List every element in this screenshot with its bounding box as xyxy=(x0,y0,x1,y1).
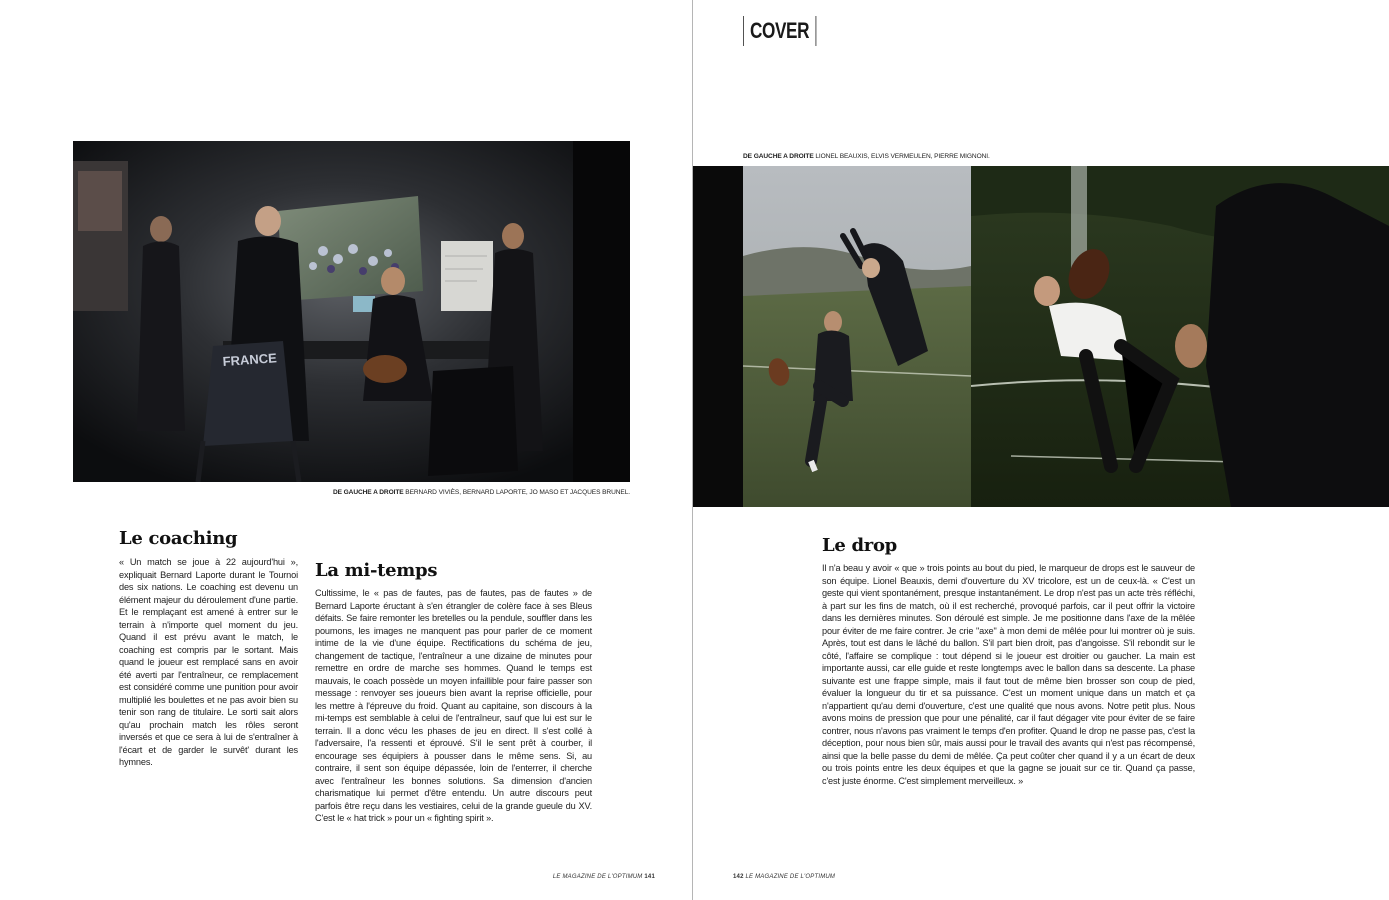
france-jacket-lettering: FRANCE xyxy=(222,350,278,369)
drop-kick-photo-right xyxy=(971,166,1389,507)
right-photo-caption xyxy=(743,153,990,160)
right-folio-number: 142 xyxy=(733,874,744,880)
coaching-staff-photo-image xyxy=(73,141,630,482)
right-folio-magazine: LE MAGAZINE DE L'OPTIMUM xyxy=(745,874,836,880)
drop-kick-photo-left-image xyxy=(693,166,971,507)
right-caption-names: LIONEL BEAUXIS, ELVIS VERMEULEN, PIERRE MIGNONI. xyxy=(815,153,990,160)
section-tag: COVER xyxy=(743,16,816,46)
drop-kick-photo-right-image xyxy=(971,166,1389,507)
left-folio xyxy=(553,874,655,880)
right-page xyxy=(693,0,1389,900)
drop-body: Il n'a beau y avoir « que » trois points au bout du pied, le marqueur de drops est le sauveur de son équipe. Lionel Beauxis, demi d'ouverture du XV tricolore, est un de ceux-là. « C'est un geste qui vient spontanément, presque instantanément. Le drop n'est pas un acte très réfléchi, à part sur les fins de match, où il est recherché, provoqué parfois, car il peut offrir la victoire dans les dernières minutes. Son déroulé est simple. Je me positionne dans l'axe de la mêlée pour éviter de me faire contrer. Je crie "axe" à mon demi de mêlée pour lui montrer où je suis. Après, tout est dans le lâché du ballon. S'il part bien droit, pas d'angoisse. S'il rebondit sur le côté, l'affaire se complique : tout dépend si le joueur est droitier ou gaucher. La main est importante aussi, car elle guide et reste longtemps avec le ballon dans sa descente. La phase suivante est une frappe simple, mais il faut tout de même bien brosser son coup de pied, évaluer la longueur du tir et sa puissance. C'est un moment unique dans un match et ça n'appartient qu'au demi d'ouverture, c'est une qualité que nous avons. Notre petit plus. Nous avons moins de pression que pour une pénalité, car il faut dégager vite pour éviter de se faire contrer, nous n'avons pas vraiment le temps d'en profiter. Quand le drop ne passe pas, c'est la déception, pour nous bien sûr, mais aussi pour le travail des avants qui n'est pas récompensé, ainsi que la belle passe du demi de mêlée. Ça peut coûter cher quand il y a un écart de deux ou trois points entre les deux équipes et que la gagne se jouait sur ce tir. Quand ça passe, c'est juste énorme. C'est simplement merveilleux. » xyxy=(822,563,1195,786)
mi-temps-heading: La mi-temps xyxy=(315,560,438,581)
left-caption-names: BERNARD VIVIÈS, BERNARD LAPORTE, JO MASO ET JACQUES BRUNEL. xyxy=(405,489,630,496)
coaching-staff-photo xyxy=(73,141,630,482)
left-page xyxy=(0,0,692,900)
coaching-heading: Le coaching xyxy=(119,528,238,549)
left-folio-magazine: LE MAGAZINE DE L'OPTIMUM xyxy=(552,874,643,880)
mi-temps-body: Cultissime, le « pas de fautes, pas de fautes, pas de fautes » de Bernard Laporte éructant à s'en étrangler de colère face à ses Bleus défaits. Se faire remonter les bretelles ou la pendule, souffler dans les poumons, les images ne manquent pas pour parler de ce moment intime de la vie d'une équipe. Rectifications du schéma de jeu, changement de tactique, l'entraîneur a une dizaine de minutes pour remettre en ordre de marche ses hommes. Quand le temps est mauvais, le coach possède un moyen infaillible pour faire passer son message : renvoyer ses joueurs bien avant la reprise officielle, pour les mettre à l'épreuve du froid. Quant au capitaine, son discours à la mi-temps est semblable à celui de l'entraîneur, sauf que lui est sur le terrain. Il a donc vécu les phases de jeu en direct. Il s'est collé à l'adversaire, l'a ressenti et éprouvé. S'il le sent prêt à courber, il encourage ses équipiers à pousser dans le même sens. Si, au contraire, il sent son équipe dépassée, loin de l'enterrer, il cherche avec l'entraîneur les bonnes solutions. Sa dimension d'ancien charismatique lui permet d'être entendu. Un autre discours peut parfois être reçu dans les vestiaires, celui de la grande gueule du XV. C'est le « hat trick » pour un « fighting spirit ». xyxy=(315,588,592,823)
coaching-body: « Un match se joue à 22 aujourd'hui », expliquait Bernard Laporte durant le Tournoi des six nations. Le coaching est devenu un élément majeur du déroulement d'une partie. Et le remplaçant est amené à entrer sur le terrain à n'importe quel moment du jeu. Quand il est prévu avant le match, le coaching est compris par le sortant. Mais quand le joueur est remplacé sans en avoir été averti par l'entraîneur, ce remplacement est considéré comme une punition pour avoir multiplié les boulettes et ne pas avoir bien su tenir son rang de titulaire. Le sorti sait alors qu'au prochain match les rôles seront inversés et que ce sera à lui de s'entraîner à l'écart et de garder le survêt' durant les hymnes. xyxy=(119,557,298,767)
right-caption-lead: DE GAUCHE A DROITE xyxy=(743,153,814,160)
left-photo-caption xyxy=(333,489,630,496)
left-folio-number: 141 xyxy=(644,874,655,880)
drop-heading: Le drop xyxy=(822,535,897,556)
right-folio xyxy=(733,874,835,880)
drop-kick-photo-left xyxy=(693,166,971,507)
left-caption-lead: DE GAUCHE A DROITE xyxy=(332,489,404,496)
